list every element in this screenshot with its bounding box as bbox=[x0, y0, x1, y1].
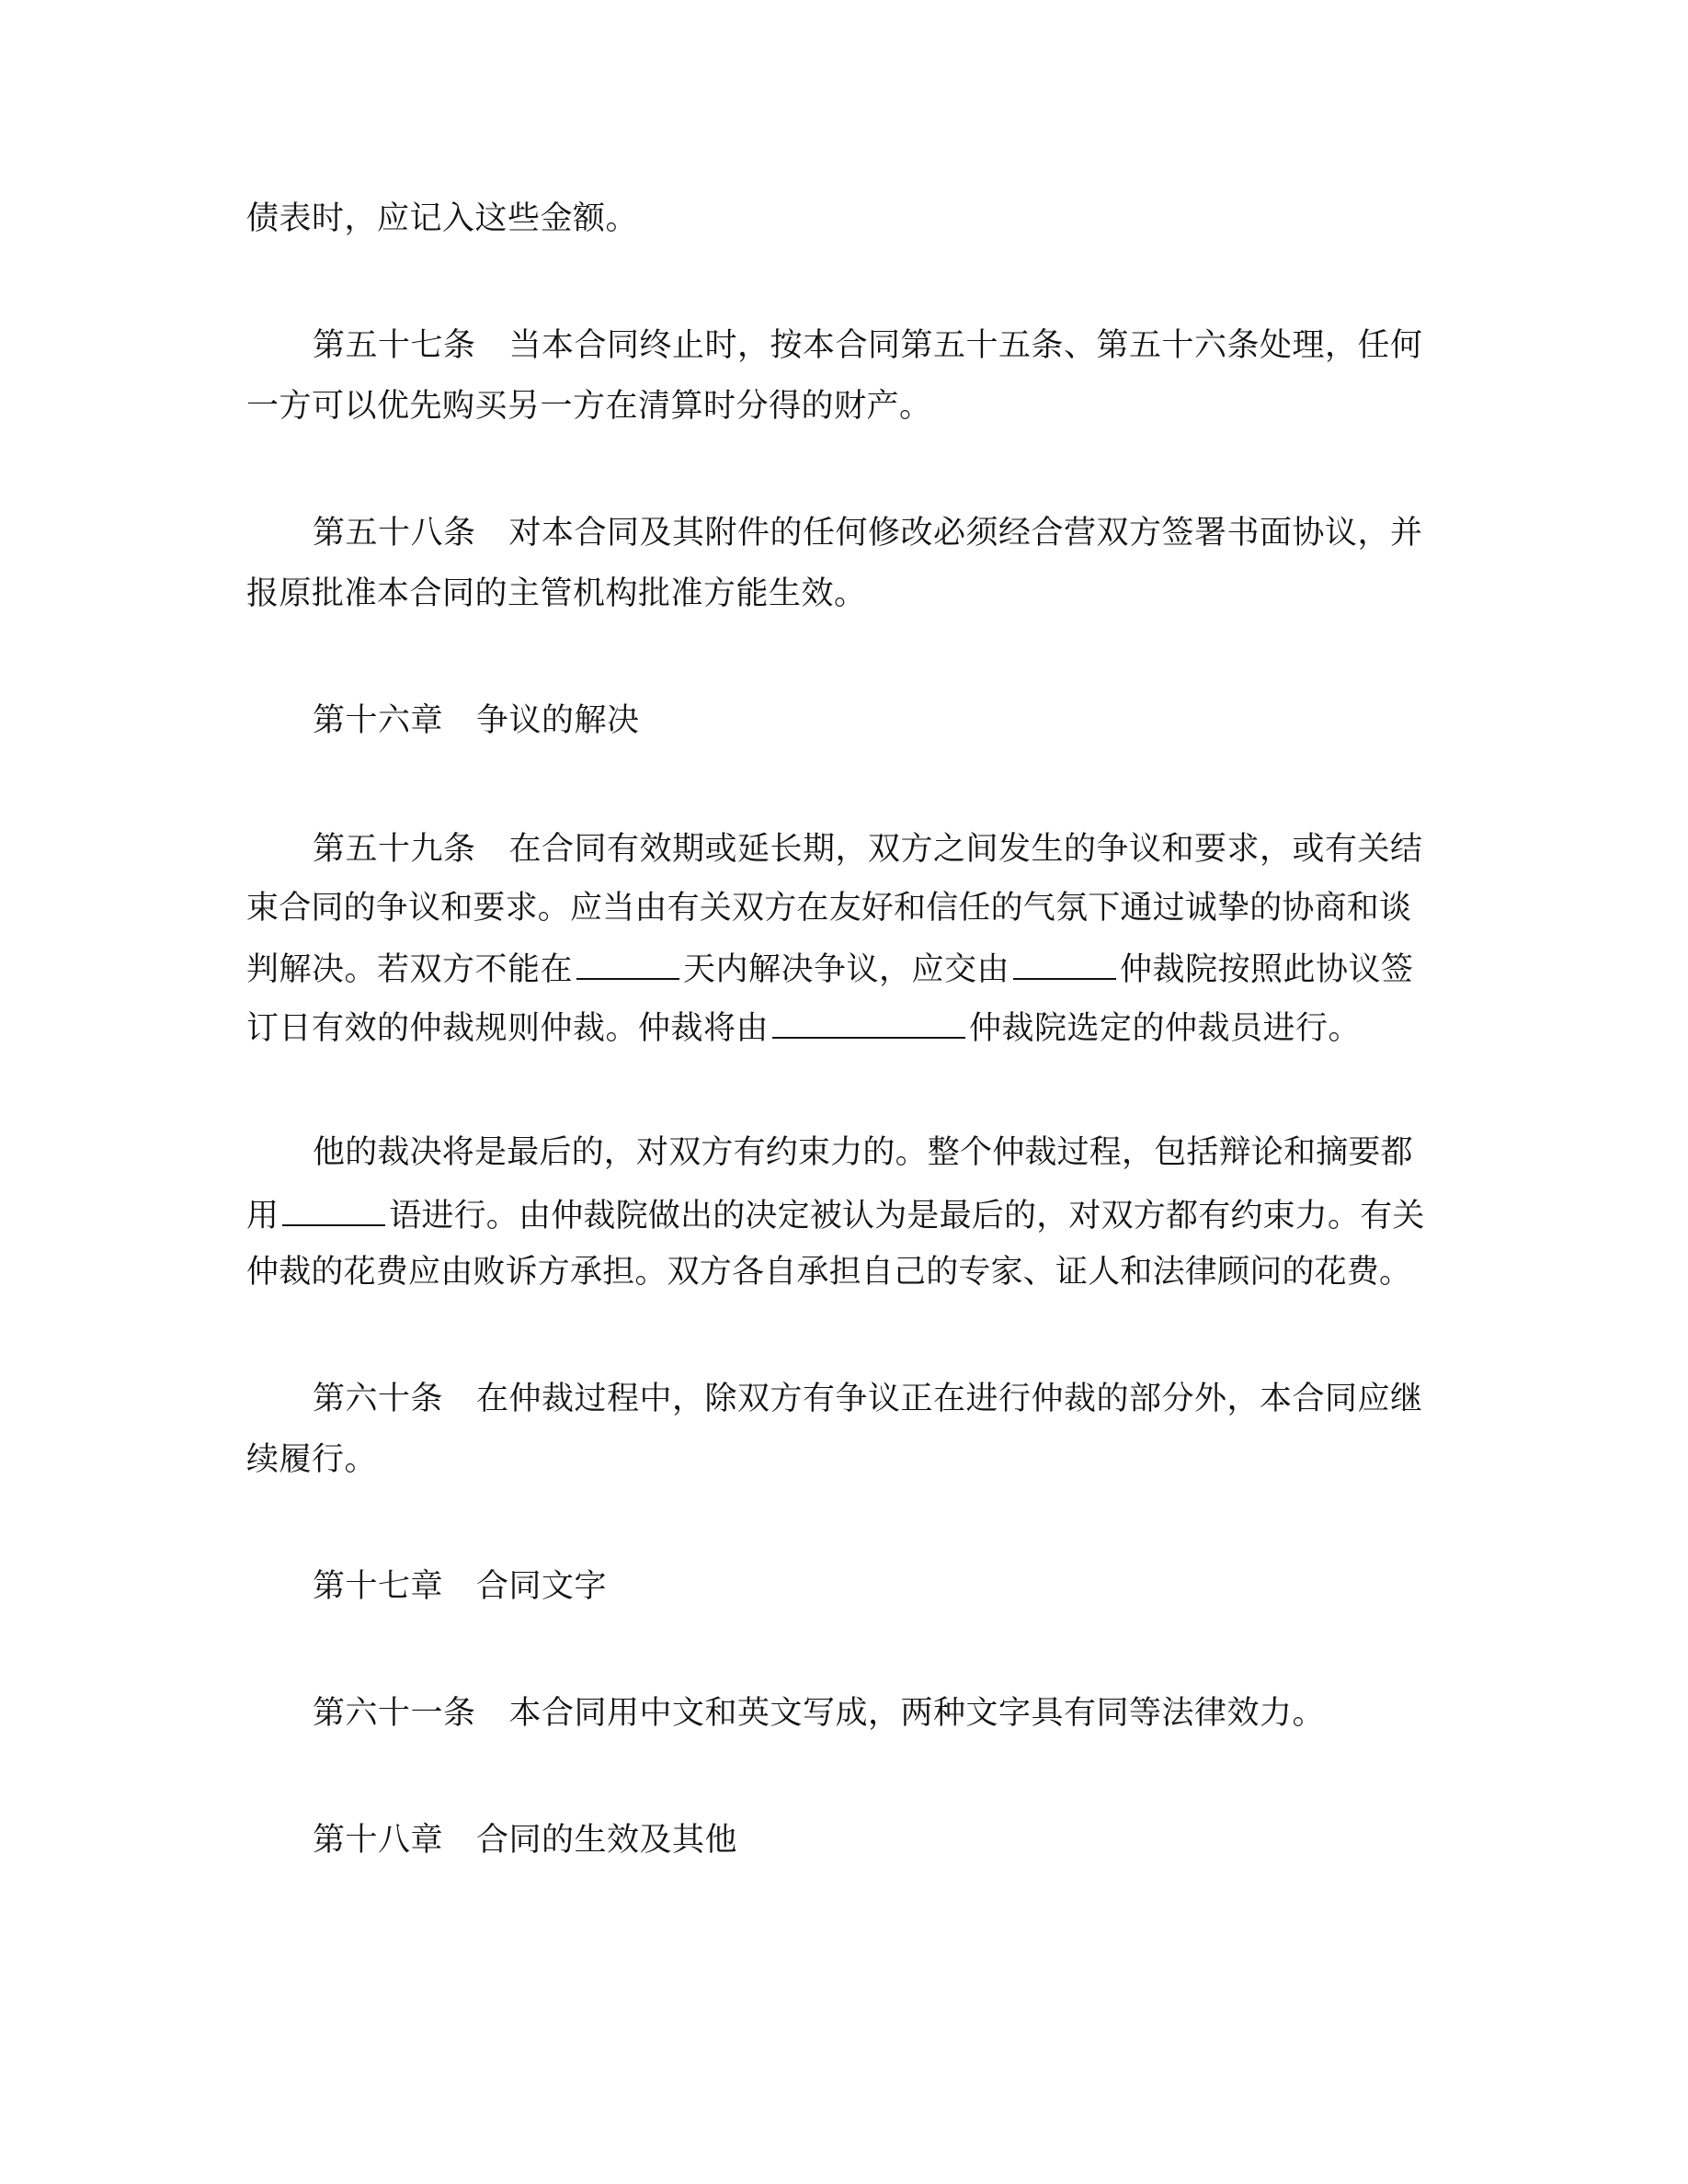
fill-in-blank-days[interactable] bbox=[576, 947, 679, 980]
article-text: 仲裁院按照此协议签 bbox=[1120, 951, 1414, 988]
paragraph-text: 他的裁决将是最后的，对双方有约束力的。整个仲裁过程，包括辩论和摘要都 bbox=[313, 1134, 1413, 1171]
article-text: 本合同用中文和英文写成，两种文字具有同等法律效力。 bbox=[508, 1695, 1326, 1732]
article-heading: 第六十条 bbox=[313, 1381, 444, 1417]
article-59-line-3 bbox=[246, 947, 1414, 990]
fill-in-blank-arbitration-court[interactable] bbox=[1013, 947, 1116, 980]
article-59-line-4 bbox=[246, 1006, 1361, 1049]
article-57-line-2 bbox=[246, 386, 932, 427]
article-heading: 第五十八条 bbox=[313, 515, 476, 552]
article-text: 对本合同及其附件的任何修改必须经合营双方签署书面协议，并 bbox=[508, 515, 1423, 552]
article-text: 报原批准本合同的主管机构批准方能生效。 bbox=[246, 575, 867, 612]
article-text: 束合同的争议和要求。应当由有关双方在友好和信任的气氛下通过诚挚的协商和谈 bbox=[246, 890, 1412, 927]
article-heading: 第六十一条 bbox=[313, 1695, 476, 1732]
article-text: 天内解决争议，应交由 bbox=[683, 951, 1010, 988]
article-heading: 第五十九条 bbox=[313, 831, 476, 868]
paragraph-continuation bbox=[246, 199, 638, 239]
award-paragraph bbox=[313, 1132, 1413, 1173]
award-paragraph-line-2 bbox=[246, 1193, 1425, 1236]
fill-in-blank-language[interactable] bbox=[282, 1193, 385, 1226]
chapter-title: 合同文字 bbox=[476, 1568, 608, 1605]
chapter-number: 第十八章 bbox=[313, 1822, 444, 1859]
article-58 bbox=[313, 513, 1423, 553]
article-60-line-2 bbox=[246, 1439, 377, 1480]
chapter-title: 合同的生效及其他 bbox=[476, 1822, 738, 1859]
article-text: 续履行。 bbox=[246, 1441, 378, 1478]
article-57 bbox=[313, 325, 1423, 366]
paragraph-text: 仲裁的花费应由败诉方承担。双方各自承担自己的专家、证人和法律顾问的花费。 bbox=[246, 1254, 1412, 1291]
article-text: 一方可以优先购买另一方在清算时分得的财产。 bbox=[246, 388, 932, 425]
chapter-18-heading bbox=[313, 1820, 737, 1860]
chapter-title: 争议的解决 bbox=[476, 702, 640, 739]
chapter-17-heading bbox=[313, 1566, 607, 1607]
article-58-line-2 bbox=[246, 574, 867, 614]
article-text: 订日有效的仲裁规则仲裁。仲裁将由 bbox=[246, 1010, 770, 1047]
paragraph-text: 债表时，应记入这些金额。 bbox=[246, 200, 639, 237]
article-59 bbox=[313, 829, 1423, 870]
article-text: 判解决。若双方不能在 bbox=[246, 951, 574, 988]
fill-in-blank-arbitration-court-2[interactable] bbox=[772, 1006, 965, 1039]
article-text: 当本合同终止时，按本合同第五十五条、第五十六条处理，任何 bbox=[508, 327, 1423, 364]
chapter-number: 第十七章 bbox=[313, 1568, 444, 1605]
article-text: 在仲裁过程中，除双方有争议正在进行仲裁的部分外，本合同应继 bbox=[476, 1381, 1423, 1417]
article-heading: 第五十七条 bbox=[313, 327, 476, 364]
article-59-line-2 bbox=[246, 888, 1411, 928]
paragraph-text: 用 bbox=[246, 1198, 279, 1234]
article-text: 在合同有效期或延长期，双方之间发生的争议和要求，或有关结 bbox=[508, 831, 1423, 868]
article-text: 仲裁院选定的仲裁员进行。 bbox=[969, 1010, 1362, 1047]
paragraph-text: 语进行。由仲裁院做出的决定被认为是最后的，对双方都有约束力。有关 bbox=[389, 1198, 1425, 1234]
article-61 bbox=[313, 1693, 1325, 1734]
article-60 bbox=[313, 1379, 1423, 1419]
award-paragraph-line-3 bbox=[246, 1252, 1411, 1292]
chapter-16-heading bbox=[313, 700, 640, 741]
chapter-number: 第十六章 bbox=[313, 702, 444, 739]
